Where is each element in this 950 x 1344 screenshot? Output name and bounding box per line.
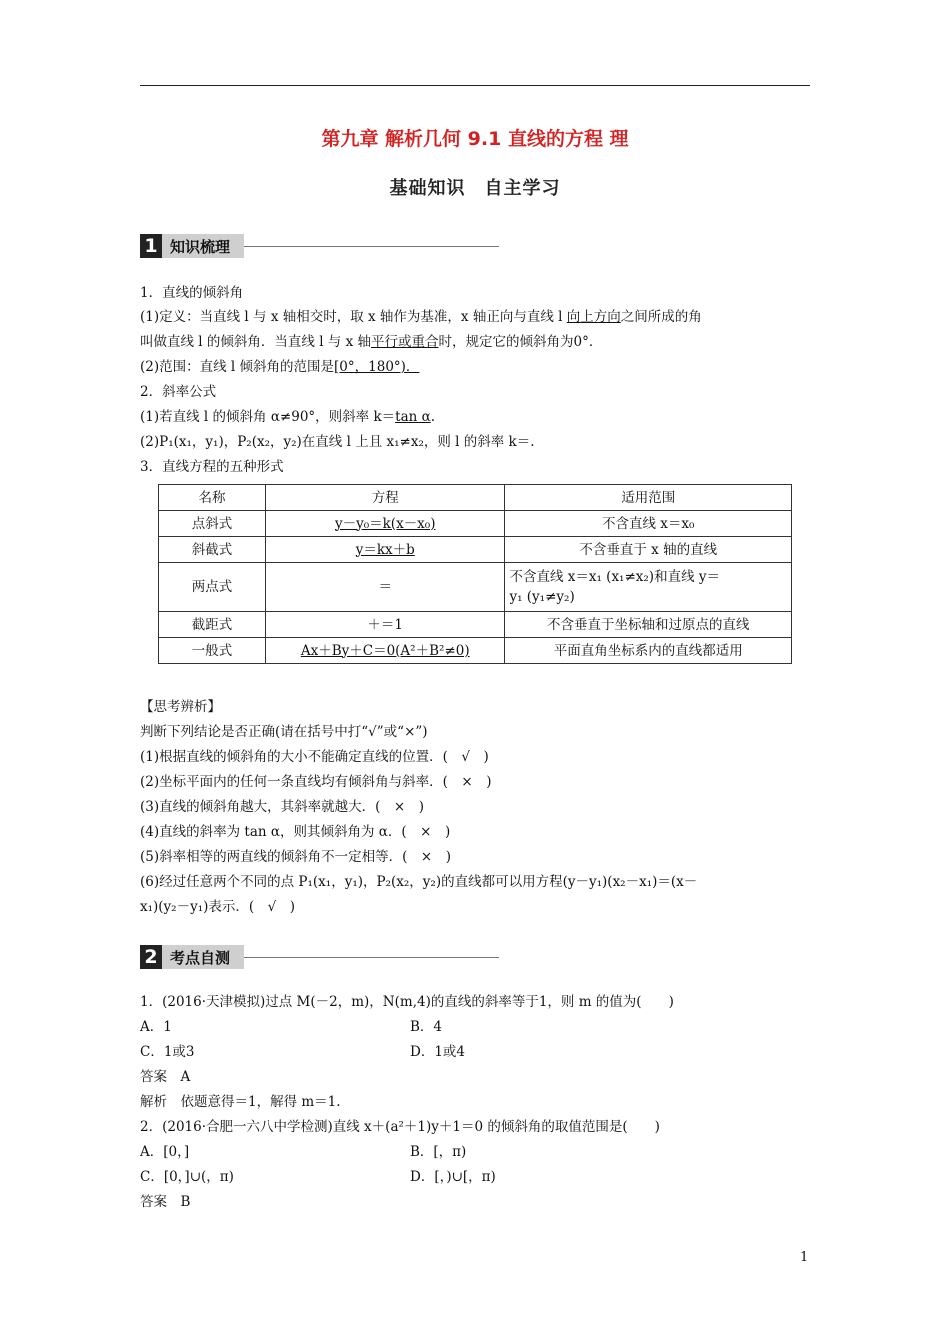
form-equation: ＋＝1	[265, 612, 504, 638]
form-scope: 不含垂直于 x 轴的直线	[505, 537, 792, 563]
section-header-self-test	[140, 945, 499, 969]
question-1-option: C．1或3	[140, 1044, 195, 1060]
knowledge-item-2-1	[140, 407, 435, 427]
think-item: (3)直线的倾斜角越大，其斜率就越大．( × )	[140, 799, 424, 815]
table-row	[159, 638, 792, 664]
table-row	[159, 537, 792, 563]
text-segment: (2)范围：直线 l 倾斜角的范围是	[140, 359, 335, 375]
text-segment: 之间所成的角	[620, 309, 702, 325]
table-header-row	[159, 485, 792, 511]
knowledge-item-3: 3．直线方程的五种形式	[140, 459, 284, 475]
form-scope-line: 不含直线 x＝x₁ (x₁≠x₂)和直线 y＝	[509, 569, 720, 585]
table-header: 适用范围	[505, 485, 792, 511]
line-equation-forms-table	[158, 484, 792, 664]
answer-blank: 平行或重合	[371, 334, 439, 350]
form-equation: Ax＋By＋C＝0(A²＋B²≠0)	[265, 638, 504, 664]
knowledge-item-2: 2．斜率公式	[140, 384, 217, 400]
page-title: 第九章 解析几何 9.1 直线的方程 理	[321, 128, 629, 150]
text-segment: 叫做直线 l 的倾斜角．当直线 l 与 x 轴	[140, 334, 371, 350]
knowledge-item-1-definition	[140, 307, 702, 327]
think-item: (6)经过任意两个不同的点 P₁(x₁，y₁)，P₂(x₂，y₂)的直线都可以用方程(y－y₁)(x₂－x₁)＝(x－	[140, 874, 698, 890]
text-segment: .	[430, 409, 436, 425]
knowledge-item-1-definition-cont	[140, 332, 602, 352]
text-segment: (1)定义：当直线 l 与 x 轴相交时，取 x 轴作为基准，x 轴正向与直线 l	[140, 309, 567, 325]
section-header-knowledge	[140, 234, 499, 258]
question-1-option: B．4	[410, 1019, 443, 1035]
question-2-answer: 答案 B	[140, 1194, 191, 1210]
header-rule	[140, 85, 810, 86]
section-divider	[244, 957, 499, 958]
form-scope: 不含直线 x＝x₀	[505, 511, 792, 537]
section-label: 考点自测	[162, 945, 244, 969]
think-item: x₁)(y₂－y₁)表示．( √ )	[140, 899, 296, 915]
form-equation: y＝kx＋b	[265, 537, 504, 563]
think-item: (5)斜率相等的两直线的倾斜角不一定相等．( × )	[140, 849, 451, 865]
knowledge-item-1-range	[140, 357, 419, 377]
form-name: 一般式	[159, 638, 266, 664]
question-2-option: C．[0，]∪(，π)	[140, 1169, 234, 1185]
think-heading: 【思考辨析】	[140, 699, 221, 715]
form-equation: y－y₀＝k(x－x₀)	[265, 511, 504, 537]
question-2-option: A．[0，]	[140, 1144, 190, 1160]
page-subtitle: 基础知识 自主学习	[389, 178, 561, 199]
table-header: 名称	[159, 485, 266, 511]
think-item: (4)直线的斜率为 tan α，则其倾斜角为 α．( × )	[140, 824, 451, 840]
form-name: 两点式	[159, 563, 266, 612]
think-item: (1)根据直线的倾斜角的大小不能确定直线的位置．( √ )	[140, 749, 489, 765]
page-number: 1	[800, 1250, 809, 1265]
form-name: 斜截式	[159, 537, 266, 563]
section-divider	[244, 246, 499, 247]
question-2-option: B．[，π)	[410, 1144, 467, 1160]
question-1-option: A．1	[140, 1019, 172, 1035]
answer-blank: [0°，180°)．	[334, 359, 420, 375]
form-scope: 平面直角坐标系内的直线都适用	[505, 638, 792, 664]
question-1: 1．(2016·天津模拟)过点 M(－2，m)，N(m,4)的直线的斜率等于1，则 m 的值为( )	[140, 994, 674, 1010]
question-2-option: D．[，)∪[，π)	[410, 1169, 496, 1185]
knowledge-item-2-2: (2)P₁(x₁，y₁)，P₂(x₂，y₂)在直线 l 上且 x₁≠x₂，则 l 的斜率 k＝.	[140, 434, 535, 450]
question-1-explanation: 解析 依题意得＝1，解得 m＝1.	[140, 1094, 341, 1110]
think-intro: 判断下列结论是否正确(请在括号中打“√”或“×”)	[140, 724, 428, 740]
form-name: 截距式	[159, 612, 266, 638]
question-1-answer: 答案 A	[140, 1069, 191, 1085]
form-equation: ＝	[265, 563, 504, 612]
question-2: 2．(2016·合肥一六八中学检测)直线 x＋(a²＋1)y＋1＝0 的倾斜角的取值范围是( )	[140, 1119, 660, 1135]
text-segment: (1)若直线 l 的倾斜角 α≠90°，则斜率 k＝	[140, 409, 396, 425]
section-number: 2	[140, 945, 162, 969]
answer-blank: tan α	[395, 409, 431, 425]
section-label: 知识梳理	[162, 234, 244, 258]
table-row	[159, 511, 792, 537]
form-scope	[505, 563, 792, 612]
question-1-option: D．1或4	[410, 1044, 466, 1060]
section-number: 1	[140, 234, 162, 258]
form-name: 点斜式	[159, 511, 266, 537]
table-row	[159, 563, 792, 612]
form-scope-line: y₁ (y₁≠y₂)	[509, 589, 575, 605]
think-item: (2)坐标平面内的任何一条直线均有倾斜角与斜率．( × )	[140, 774, 492, 790]
answer-blank: 向上方向	[566, 309, 621, 325]
form-scope: 不含垂直于坐标轴和过原点的直线	[505, 612, 792, 638]
knowledge-item-1: 1．直线的倾斜角	[140, 285, 244, 301]
text-segment: 时，规定它的倾斜角为0°．	[438, 334, 603, 350]
table-row	[159, 612, 792, 638]
table-header: 方程	[265, 485, 504, 511]
